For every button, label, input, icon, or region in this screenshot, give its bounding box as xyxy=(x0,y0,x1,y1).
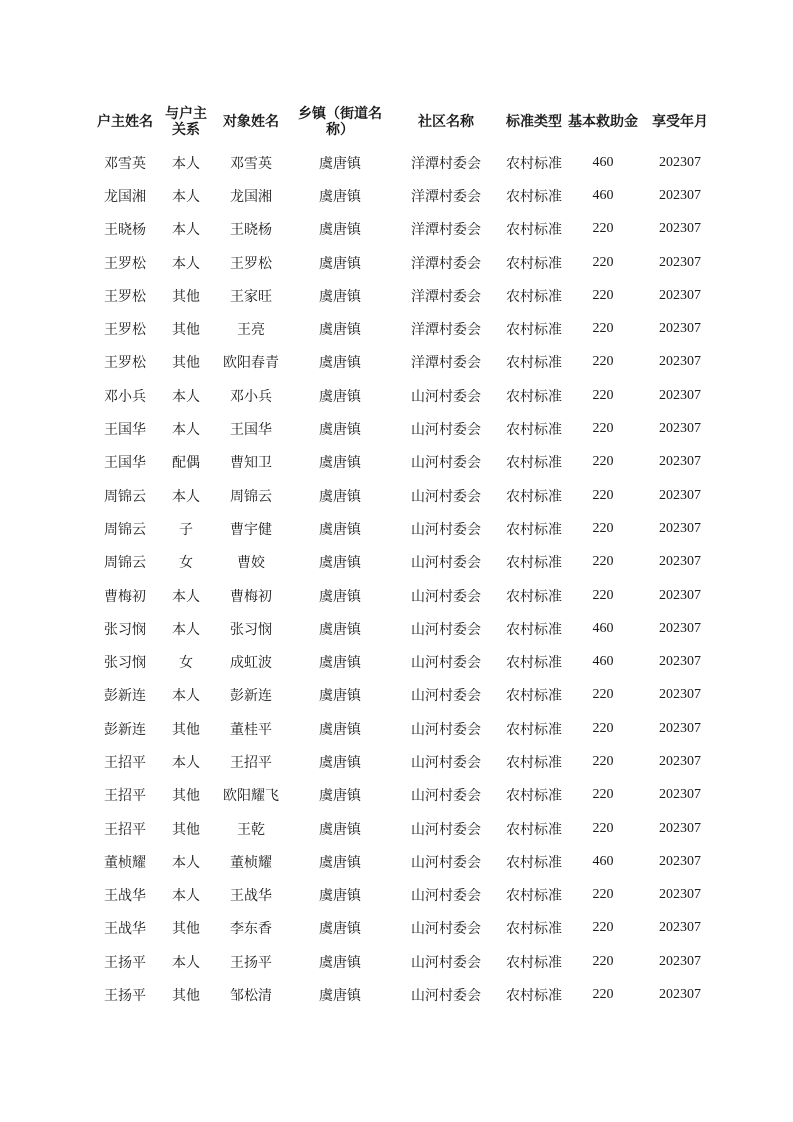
standard-type-cell: 农村标准 xyxy=(506,388,562,405)
householder-name-cell: 张习悯 xyxy=(104,621,146,638)
benefit-month-cell: 202307 xyxy=(659,654,701,670)
beneficiary-name-cell: 王乾 xyxy=(237,821,265,838)
beneficiary-name-cell: 董桂平 xyxy=(230,721,272,738)
beneficiary-name-cell: 曹梅初 xyxy=(230,588,272,605)
allowance-cell: 220 xyxy=(592,287,614,303)
allowance-cell: 220 xyxy=(592,920,614,936)
table-row xyxy=(90,879,720,912)
allowance-cell: 220 xyxy=(592,687,614,703)
community-cell: 山河村委会 xyxy=(411,488,481,505)
community-cell: 山河村委会 xyxy=(411,655,481,672)
relation-cell: 本人 xyxy=(172,388,200,405)
community-cell: 山河村委会 xyxy=(411,921,481,938)
beneficiary-name-cell: 成虹波 xyxy=(230,655,272,672)
table-row xyxy=(90,246,720,279)
householder-name-cell: 曹梅初 xyxy=(104,588,146,605)
householder-name-cell: 王罗松 xyxy=(104,288,146,305)
table-row xyxy=(90,712,720,745)
community-cell: 洋潭村委会 xyxy=(411,355,481,372)
township-cell: 虞唐镇 xyxy=(319,854,361,871)
relation-cell: 本人 xyxy=(172,688,200,705)
table-row xyxy=(90,812,720,845)
township-cell: 虞唐镇 xyxy=(319,555,361,572)
beneficiary-name-cell: 王招平 xyxy=(230,754,272,771)
beneficiary-name-cell: 王亮 xyxy=(237,322,265,339)
beneficiary-name-cell: 龙国湘 xyxy=(230,188,272,205)
community-cell: 山河村委会 xyxy=(411,388,481,405)
table-row xyxy=(90,978,720,1011)
township-cell: 虞唐镇 xyxy=(319,655,361,672)
householder-name-cell: 王罗松 xyxy=(104,322,146,339)
township-cell: 虞唐镇 xyxy=(319,222,361,239)
relation-cell: 其他 xyxy=(172,288,200,305)
community-cell: 山河村委会 xyxy=(411,688,481,705)
standard-type-cell: 农村标准 xyxy=(506,954,562,971)
community-cell: 洋潭村委会 xyxy=(411,188,481,205)
benefit-month-cell: 202307 xyxy=(659,221,701,237)
benefit-month-cell: 202307 xyxy=(659,421,701,437)
householder-name-cell: 王晓杨 xyxy=(104,222,146,239)
householder-name-cell: 周锦云 xyxy=(104,555,146,572)
header-relation-to-householder: 与户主关系 xyxy=(165,106,207,138)
township-cell: 虞唐镇 xyxy=(319,621,361,638)
standard-type-cell: 农村标准 xyxy=(506,821,562,838)
relation-cell: 本人 xyxy=(172,255,200,272)
standard-type-cell: 农村标准 xyxy=(506,488,562,505)
table-row xyxy=(90,612,720,645)
community-cell: 山河村委会 xyxy=(411,621,481,638)
community-cell: 山河村委会 xyxy=(411,754,481,771)
allowance-cell: 220 xyxy=(592,554,614,570)
header-row xyxy=(90,100,720,144)
standard-type-cell: 农村标准 xyxy=(506,322,562,339)
benefit-month-cell: 202307 xyxy=(659,520,701,536)
allowance-cell: 220 xyxy=(592,454,614,470)
township-cell: 虞唐镇 xyxy=(319,288,361,305)
relation-cell: 其他 xyxy=(172,921,200,938)
table-row xyxy=(90,512,720,545)
relation-cell: 其他 xyxy=(172,821,200,838)
beneficiary-name-cell: 曹姣 xyxy=(237,555,265,572)
benefit-month-cell: 202307 xyxy=(659,820,701,836)
beneficiary-name-cell: 王晓杨 xyxy=(230,222,272,239)
table-row xyxy=(90,412,720,445)
allowance-cell: 220 xyxy=(592,887,614,903)
householder-name-cell: 彭新连 xyxy=(104,688,146,705)
allowance-cell: 220 xyxy=(592,354,614,370)
allowance-cell: 220 xyxy=(592,221,614,237)
benefit-month-cell: 202307 xyxy=(659,787,701,803)
community-cell: 洋潭村委会 xyxy=(411,155,481,172)
table-row xyxy=(90,912,720,945)
table-row xyxy=(90,945,720,978)
standard-type-cell: 农村标准 xyxy=(506,854,562,871)
standard-type-cell: 农村标准 xyxy=(506,521,562,538)
table-row xyxy=(90,479,720,512)
benefit-month-cell: 202307 xyxy=(659,354,701,370)
relation-cell: 其他 xyxy=(172,721,200,738)
benefit-month-cell: 202307 xyxy=(659,853,701,869)
relief-roster-table xyxy=(90,100,720,1012)
benefit-month-cell: 202307 xyxy=(659,187,701,203)
allowance-cell: 460 xyxy=(592,187,614,203)
relation-cell: 子 xyxy=(179,521,193,538)
beneficiary-name-cell: 欧阳耀飞 xyxy=(223,788,279,805)
table-row xyxy=(90,446,720,479)
community-cell: 山河村委会 xyxy=(411,588,481,605)
township-cell: 虞唐镇 xyxy=(319,988,361,1005)
community-cell: 山河村委会 xyxy=(411,455,481,472)
benefit-month-cell: 202307 xyxy=(659,254,701,270)
table-row xyxy=(90,546,720,579)
header-standard-type: 标准类型 xyxy=(506,114,562,130)
benefit-month-cell: 202307 xyxy=(659,554,701,570)
relation-cell: 本人 xyxy=(172,954,200,971)
standard-type-cell: 农村标准 xyxy=(506,588,562,605)
standard-type-cell: 农村标准 xyxy=(506,455,562,472)
township-cell: 虞唐镇 xyxy=(319,422,361,439)
standard-type-cell: 农村标准 xyxy=(506,888,562,905)
township-cell: 虞唐镇 xyxy=(319,588,361,605)
beneficiary-name-cell: 王战华 xyxy=(230,888,272,905)
householder-name-cell: 王招平 xyxy=(104,788,146,805)
township-cell: 虞唐镇 xyxy=(319,688,361,705)
relation-cell: 本人 xyxy=(172,754,200,771)
householder-name-cell: 王招平 xyxy=(104,821,146,838)
beneficiary-name-cell: 王国华 xyxy=(230,422,272,439)
allowance-cell: 220 xyxy=(592,720,614,736)
householder-name-cell: 王招平 xyxy=(104,754,146,771)
benefit-month-cell: 202307 xyxy=(659,487,701,503)
community-cell: 山河村委会 xyxy=(411,721,481,738)
allowance-cell: 220 xyxy=(592,953,614,969)
community-cell: 山河村委会 xyxy=(411,521,481,538)
householder-name-cell: 王国华 xyxy=(104,422,146,439)
standard-type-cell: 农村标准 xyxy=(506,255,562,272)
township-cell: 虞唐镇 xyxy=(319,721,361,738)
community-cell: 山河村委会 xyxy=(411,954,481,971)
township-cell: 虞唐镇 xyxy=(319,188,361,205)
householder-name-cell: 王罗松 xyxy=(104,355,146,372)
header-beneficiary-name: 对象姓名 xyxy=(223,114,279,130)
allowance-cell: 220 xyxy=(592,987,614,1003)
standard-type-cell: 农村标准 xyxy=(506,222,562,239)
benefit-month-cell: 202307 xyxy=(659,987,701,1003)
header-township: 乡镇（街道名称） xyxy=(298,106,382,138)
table-row xyxy=(90,379,720,412)
table-row xyxy=(90,213,720,246)
beneficiary-name-cell: 曹宇健 xyxy=(230,521,272,538)
township-cell: 虞唐镇 xyxy=(319,155,361,172)
community-cell: 洋潭村委会 xyxy=(411,255,481,272)
table-row xyxy=(90,845,720,878)
beneficiary-name-cell: 王罗松 xyxy=(230,255,272,272)
allowance-cell: 220 xyxy=(592,520,614,536)
header-community-name: 社区名称 xyxy=(418,114,474,130)
householder-name-cell: 王罗松 xyxy=(104,255,146,272)
township-cell: 虞唐镇 xyxy=(319,255,361,272)
householder-name-cell: 张习悯 xyxy=(104,655,146,672)
allowance-cell: 220 xyxy=(592,820,614,836)
standard-type-cell: 农村标准 xyxy=(506,155,562,172)
standard-type-cell: 农村标准 xyxy=(506,355,562,372)
beneficiary-name-cell: 邹松清 xyxy=(230,988,272,1005)
table-body xyxy=(90,144,720,1012)
community-cell: 山河村委会 xyxy=(411,888,481,905)
table-row xyxy=(90,144,720,179)
householder-name-cell: 王战华 xyxy=(104,888,146,905)
beneficiary-name-cell: 欧阳春青 xyxy=(223,355,279,372)
benefit-month-cell: 202307 xyxy=(659,887,701,903)
relation-cell: 本人 xyxy=(172,588,200,605)
allowance-cell: 460 xyxy=(592,154,614,170)
table-row xyxy=(90,312,720,345)
benefit-month-cell: 202307 xyxy=(659,387,701,403)
township-cell: 虞唐镇 xyxy=(319,455,361,472)
standard-type-cell: 农村标准 xyxy=(506,688,562,705)
township-cell: 虞唐镇 xyxy=(319,322,361,339)
standard-type-cell: 农村标准 xyxy=(506,555,562,572)
allowance-cell: 220 xyxy=(592,787,614,803)
relation-cell: 本人 xyxy=(172,621,200,638)
benefit-month-cell: 202307 xyxy=(659,620,701,636)
standard-type-cell: 农村标准 xyxy=(506,788,562,805)
community-cell: 洋潭村委会 xyxy=(411,222,481,239)
township-cell: 虞唐镇 xyxy=(319,754,361,771)
table-row xyxy=(90,679,720,712)
allowance-cell: 460 xyxy=(592,620,614,636)
table-row xyxy=(90,279,720,312)
table-row xyxy=(90,179,720,212)
header-basic-allowance: 基本救助金 xyxy=(568,114,638,130)
township-cell: 虞唐镇 xyxy=(319,788,361,805)
document-page xyxy=(90,100,720,1012)
relation-cell: 其他 xyxy=(172,355,200,372)
township-cell: 虞唐镇 xyxy=(319,488,361,505)
benefit-month-cell: 202307 xyxy=(659,753,701,769)
householder-name-cell: 彭新连 xyxy=(104,721,146,738)
community-cell: 山河村委会 xyxy=(411,555,481,572)
relation-cell: 女 xyxy=(179,655,193,672)
householder-name-cell: 董桢耀 xyxy=(104,854,146,871)
table-row xyxy=(90,579,720,612)
allowance-cell: 220 xyxy=(592,321,614,337)
beneficiary-name-cell: 周锦云 xyxy=(230,488,272,505)
community-cell: 山河村委会 xyxy=(411,788,481,805)
householder-name-cell: 王扬平 xyxy=(104,954,146,971)
standard-type-cell: 农村标准 xyxy=(506,422,562,439)
relation-cell: 本人 xyxy=(172,422,200,439)
header-householder-name: 户主姓名 xyxy=(97,114,153,130)
relation-cell: 本人 xyxy=(172,488,200,505)
township-cell: 虞唐镇 xyxy=(319,954,361,971)
beneficiary-name-cell: 彭新连 xyxy=(230,688,272,705)
relation-cell: 本人 xyxy=(172,222,200,239)
allowance-cell: 220 xyxy=(592,387,614,403)
community-cell: 洋潭村委会 xyxy=(411,288,481,305)
allowance-cell: 220 xyxy=(592,254,614,270)
community-cell: 洋潭村委会 xyxy=(411,322,481,339)
householder-name-cell: 周锦云 xyxy=(104,488,146,505)
standard-type-cell: 农村标准 xyxy=(506,754,562,771)
benefit-month-cell: 202307 xyxy=(659,321,701,337)
header-benefit-month: 享受年月 xyxy=(652,114,708,130)
benefit-month-cell: 202307 xyxy=(659,687,701,703)
township-cell: 虞唐镇 xyxy=(319,888,361,905)
benefit-month-cell: 202307 xyxy=(659,454,701,470)
beneficiary-name-cell: 李东香 xyxy=(230,921,272,938)
benefit-month-cell: 202307 xyxy=(659,154,701,170)
benefit-month-cell: 202307 xyxy=(659,287,701,303)
table-header xyxy=(90,100,720,144)
relation-cell: 其他 xyxy=(172,788,200,805)
township-cell: 虞唐镇 xyxy=(319,355,361,372)
relation-cell: 配偶 xyxy=(172,455,200,472)
community-cell: 山河村委会 xyxy=(411,988,481,1005)
relation-cell: 本人 xyxy=(172,854,200,871)
householder-name-cell: 王战华 xyxy=(104,921,146,938)
allowance-cell: 220 xyxy=(592,421,614,437)
householder-name-cell: 周锦云 xyxy=(104,521,146,538)
community-cell: 山河村委会 xyxy=(411,422,481,439)
beneficiary-name-cell: 王家旺 xyxy=(230,288,272,305)
beneficiary-name-cell: 张习悯 xyxy=(230,621,272,638)
table-row xyxy=(90,645,720,678)
relation-cell: 女 xyxy=(179,555,193,572)
township-cell: 虞唐镇 xyxy=(319,821,361,838)
allowance-cell: 220 xyxy=(592,487,614,503)
community-cell: 山河村委会 xyxy=(411,821,481,838)
householder-name-cell: 龙国湘 xyxy=(104,188,146,205)
beneficiary-name-cell: 邓雪英 xyxy=(230,155,272,172)
benefit-month-cell: 202307 xyxy=(659,920,701,936)
benefit-month-cell: 202307 xyxy=(659,953,701,969)
community-cell: 山河村委会 xyxy=(411,854,481,871)
allowance-cell: 220 xyxy=(592,753,614,769)
beneficiary-name-cell: 曹知卫 xyxy=(230,455,272,472)
allowance-cell: 460 xyxy=(592,654,614,670)
table-row xyxy=(90,779,720,812)
relation-cell: 本人 xyxy=(172,155,200,172)
beneficiary-name-cell: 董桢耀 xyxy=(230,854,272,871)
standard-type-cell: 农村标准 xyxy=(506,721,562,738)
benefit-month-cell: 202307 xyxy=(659,587,701,603)
standard-type-cell: 农村标准 xyxy=(506,288,562,305)
standard-type-cell: 农村标准 xyxy=(506,621,562,638)
householder-name-cell: 邓雪英 xyxy=(104,155,146,172)
householder-name-cell: 王国华 xyxy=(104,455,146,472)
beneficiary-name-cell: 王扬平 xyxy=(230,954,272,971)
table-row xyxy=(90,346,720,379)
relation-cell: 本人 xyxy=(172,188,200,205)
standard-type-cell: 农村标准 xyxy=(506,921,562,938)
beneficiary-name-cell: 邓小兵 xyxy=(230,388,272,405)
standard-type-cell: 农村标准 xyxy=(506,188,562,205)
relation-cell: 本人 xyxy=(172,888,200,905)
householder-name-cell: 邓小兵 xyxy=(104,388,146,405)
allowance-cell: 460 xyxy=(592,853,614,869)
benefit-month-cell: 202307 xyxy=(659,720,701,736)
township-cell: 虞唐镇 xyxy=(319,921,361,938)
standard-type-cell: 农村标准 xyxy=(506,655,562,672)
relation-cell: 其他 xyxy=(172,988,200,1005)
township-cell: 虞唐镇 xyxy=(319,521,361,538)
householder-name-cell: 王扬平 xyxy=(104,988,146,1005)
township-cell: 虞唐镇 xyxy=(319,388,361,405)
standard-type-cell: 农村标准 xyxy=(506,988,562,1005)
table-row xyxy=(90,745,720,778)
relation-cell: 其他 xyxy=(172,322,200,339)
allowance-cell: 220 xyxy=(592,587,614,603)
